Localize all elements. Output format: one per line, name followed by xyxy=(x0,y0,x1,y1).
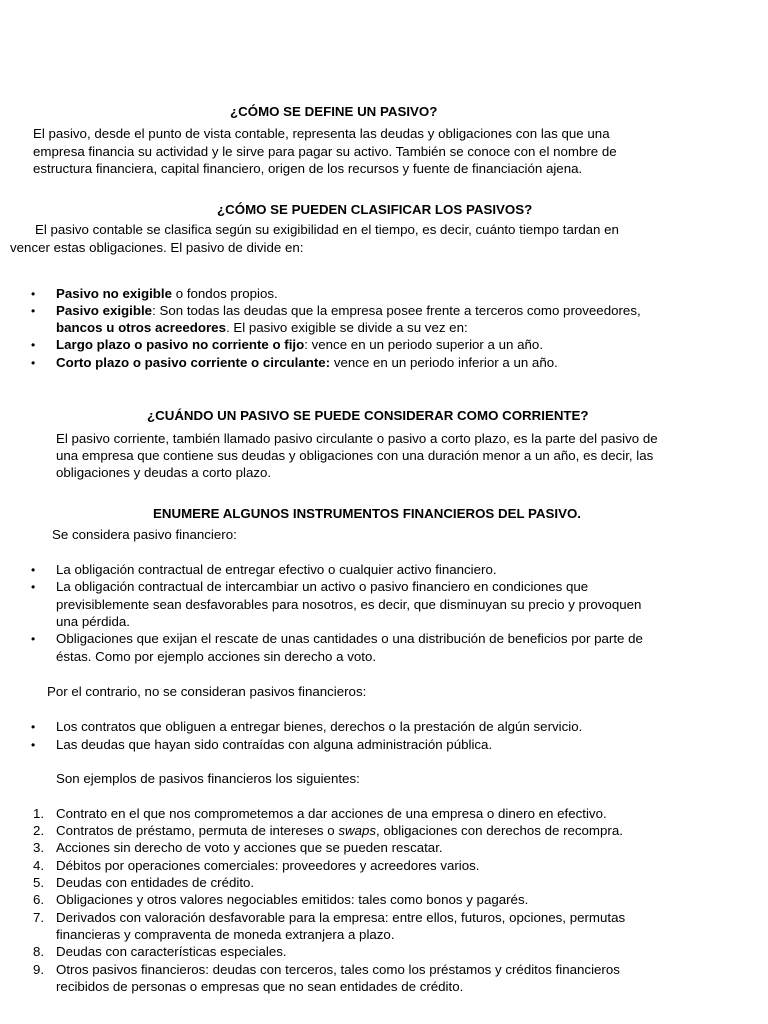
list-number: 7. xyxy=(33,910,45,925)
list-item: La obligación contractual de intercambiar un activo o pasivo financiero en condiciones que xyxy=(56,579,589,594)
list-number: 1. xyxy=(33,806,45,821)
heading-pasivo-corriente: ¿CUÁNDO UN PASIVO SE PUEDE CONSIDERAR COMO CORRIENTE? xyxy=(147,408,589,423)
paragraph-line: Por el contrario, no se consideran pasivos financieros: xyxy=(47,684,367,699)
list-number: 2. xyxy=(33,823,45,838)
paragraph-line: El pasivo corriente, también llamado pasivo circulante o pasivo a corto plazo, es la parte del pasivo de xyxy=(56,431,658,446)
paragraph-line: El pasivo, desde el punto de vista contable, representa las deudas y obligaciones con las que una xyxy=(33,126,610,141)
list-number: 3. xyxy=(33,840,45,855)
list-item-continuation: bancos u otros acreedores. El pasivo exigible se divide a su vez en: xyxy=(56,320,468,335)
numbered-item: Contrato en el que nos comprometemos a dar acciones de una empresa o dinero en efectivo. xyxy=(56,806,607,821)
paragraph-line: Se considera pasivo financiero: xyxy=(52,527,237,542)
bullet-icon: • xyxy=(31,287,36,301)
list-item-continuation: una pérdida. xyxy=(56,614,130,629)
numbered-item: Obligaciones y otros valores negociables emitidos: tales como bonos y pagarés. xyxy=(56,892,529,907)
numbered-item: Contratos de préstamo, permuta de intereses o swaps, obligaciones con derechos de recompra. xyxy=(56,823,623,838)
heading-instrumentos-financieros: ENUMERE ALGUNOS INSTRUMENTOS FINANCIEROS DEL PASIVO. xyxy=(153,506,581,521)
bullet-icon: • xyxy=(31,632,36,646)
paragraph-line: estructura financiera, capital financiero, origen de los recursos y fuente de financiación ajena. xyxy=(33,161,583,176)
bullet-icon: • xyxy=(31,720,36,734)
list-number: 5. xyxy=(33,875,45,890)
list-item: Los contratos que obliguen a entregar bienes, derechos o la prestación de algún servicio. xyxy=(56,719,583,734)
list-number: 8. xyxy=(33,944,45,959)
numbered-item: Deudas con entidades de crédito. xyxy=(56,875,255,890)
list-item: Corto plazo o pasivo corriente o circulante: vence en un periodo inferior a un año. xyxy=(56,355,558,370)
paragraph-line: una empresa que contiene sus deudas y obligaciones con una duración menor a un año, es decir, las xyxy=(56,448,654,463)
list-item: La obligación contractual de entregar efectivo o cualquier activo financiero. xyxy=(56,562,497,577)
heading-define-pasivo: ¿CÓMO SE DEFINE UN PASIVO? xyxy=(230,104,438,119)
paragraph-line: Son ejemplos de pasivos financieros los siguientes: xyxy=(56,771,360,786)
bullet-icon: • xyxy=(31,356,36,370)
paragraph-line: empresa financia su actividad y le sirve para pagar su activo. También se conoce con el nombre de xyxy=(33,144,617,159)
bullet-icon: • xyxy=(31,738,36,752)
list-item-continuation: previsiblemente sean desfavorables para nosotros, es decir, que disminuyan su precio y provoquen xyxy=(56,597,642,612)
paragraph-line: obligaciones y deudas a corto plazo. xyxy=(56,465,272,480)
list-item: Largo plazo o pasivo no corriente o fijo: vence en un periodo superior a un año. xyxy=(56,337,544,352)
paragraph-line: vencer estas obligaciones. El pasivo de divide en: xyxy=(10,240,304,255)
bullet-icon: • xyxy=(31,563,36,577)
bullet-icon: • xyxy=(31,338,36,352)
numbered-item: Débitos por operaciones comerciales: proveedores y acreedores varios. xyxy=(56,858,480,873)
list-item: Las deudas que hayan sido contraídas con alguna administración pública. xyxy=(56,737,493,752)
heading-clasificar-pasivos: ¿CÓMO SE PUEDEN CLASIFICAR LOS PASIVOS? xyxy=(217,202,533,217)
bullet-icon: • xyxy=(31,304,36,318)
numbered-item: Derivados con valoración desfavorable para la empresa: entre ellos, futuros, opciones, permutas xyxy=(56,910,626,925)
list-item: Obligaciones que exijan el rescate de unas cantidades o una distribución de beneficios por parte de xyxy=(56,631,643,646)
numbered-item-continuation: financieras y compraventa de moneda extranjera a plazo. xyxy=(56,927,395,942)
paragraph-line: El pasivo contable se clasifica según su exigibilidad en el tiempo, es decir, cuánto tiempo tardan en xyxy=(35,222,619,237)
list-number: 9. xyxy=(33,962,45,977)
list-number: 6. xyxy=(33,892,45,907)
list-item: Pasivo no exigible o fondos propios. xyxy=(56,286,278,301)
list-item-continuation: éstas. Como por ejemplo acciones sin derecho a voto. xyxy=(56,649,377,664)
bullet-icon: • xyxy=(31,580,36,594)
numbered-item: Deudas con características especiales. xyxy=(56,944,287,959)
numbered-item-continuation: recibidos de personas o empresas que no sean entidades de crédito. xyxy=(56,979,464,994)
numbered-item: Otros pasivos financieros: deudas con terceros, tales como los préstamos y créditos financieros xyxy=(56,962,620,977)
list-item: Pasivo exigible: Son todas las deudas que la empresa posee frente a terceros como proveedores, xyxy=(56,303,641,318)
list-number: 4. xyxy=(33,858,45,873)
numbered-item: Acciones sin derecho de voto y acciones que se pueden rescatar. xyxy=(56,840,443,855)
